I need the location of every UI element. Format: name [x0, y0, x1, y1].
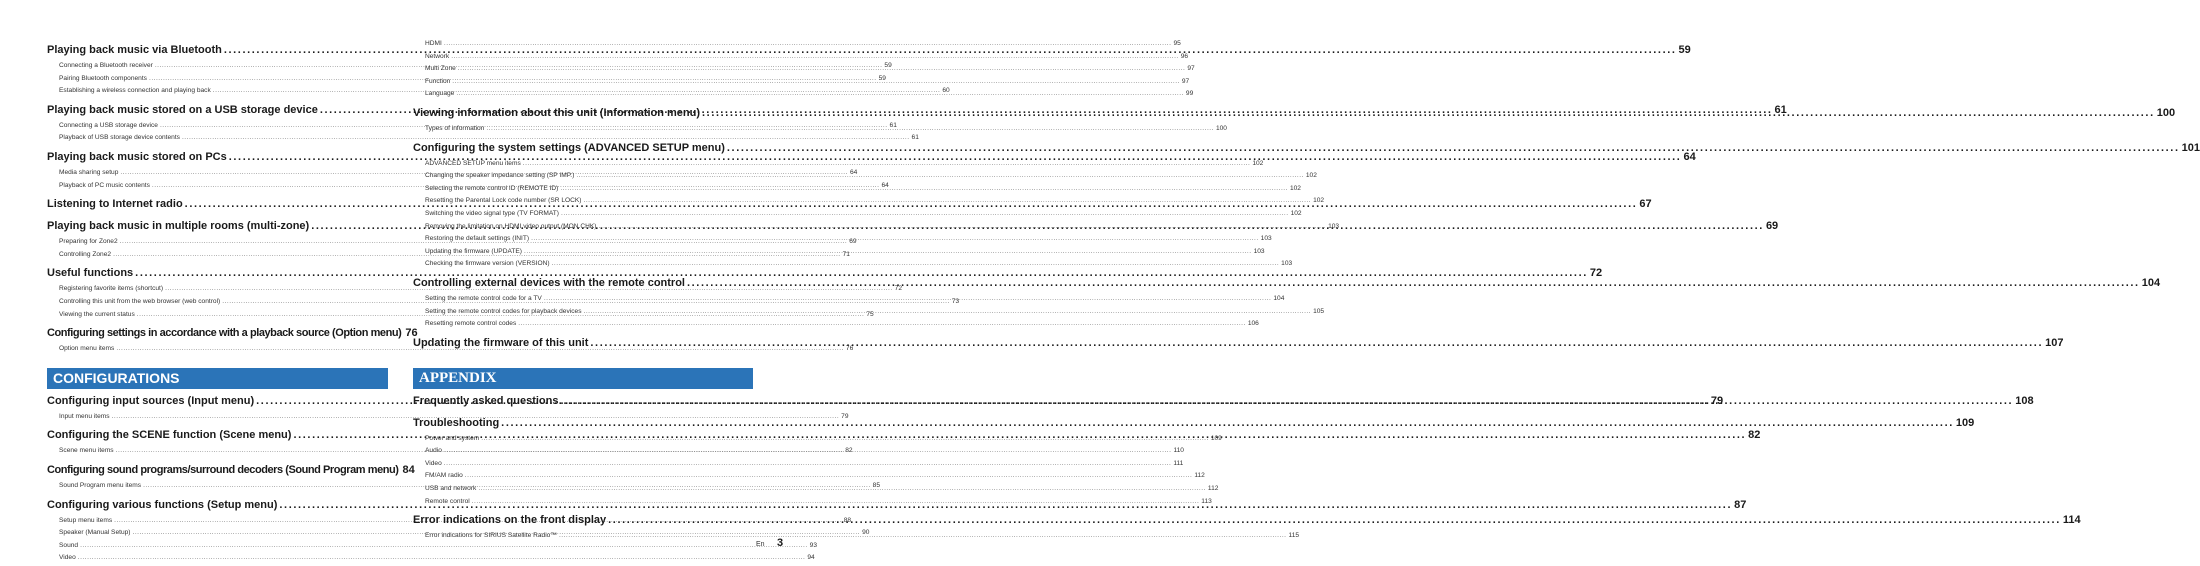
- toc-entry-title: Setup menu items: [59, 516, 113, 524]
- toc-page-number: 73: [951, 297, 960, 305]
- toc-sub-entry[interactable]: [413, 38, 1181, 51]
- toc-entry-title: Playback of PC music contents: [59, 181, 150, 189]
- toc-page-number: 110: [1173, 447, 1184, 455]
- dot-leader: [524, 246, 1252, 259]
- toc-entry-title: Connecting a Bluetooth receiver: [59, 62, 153, 69]
- toc-sub-entry[interactable]: [413, 195, 1325, 208]
- page-number: 3: [777, 537, 784, 549]
- toc-heading-entry[interactable]: [47, 461, 415, 480]
- dot-leader: [702, 104, 2155, 123]
- dot-leader: [559, 530, 1287, 543]
- toc-page-number: 103: [1328, 222, 1340, 230]
- dot-leader: [590, 334, 2043, 353]
- toc-entry-title: Multi Zone: [425, 65, 456, 73]
- toc-page-number: 64: [881, 181, 889, 189]
- toc-entry-title: Scene menu items: [59, 447, 114, 455]
- toc-page-number: 72: [1589, 267, 1603, 280]
- toc-entry-title: Error indications on the front display: [413, 514, 607, 527]
- toc-entry-title: Configuring input sources (Input menu): [47, 394, 255, 407]
- toc-sub-entry[interactable]: [47, 283, 902, 296]
- toc-sub-entry[interactable]: [413, 221, 1340, 234]
- toc-entry-title: Video: [59, 554, 76, 562]
- toc-page-number: 102: [1313, 197, 1325, 205]
- toc-entry-title: Types of information: [425, 124, 485, 132]
- toc-page-number: 61: [1774, 103, 1787, 116]
- toc-page-number: 100: [2156, 106, 2176, 119]
- toc-page-number: 102: [1252, 159, 1264, 167]
- toc-page-number: 102: [1305, 172, 1317, 180]
- toc-page-number: 97: [1187, 65, 1195, 73]
- toc-heading-entry[interactable]: [47, 324, 418, 343]
- toc-page-number: 88: [843, 516, 852, 524]
- toc-entry-title: USB and network: [425, 485, 477, 493]
- toc-entry-title: FM/AM radio: [425, 472, 463, 480]
- toc-page-number: 59: [878, 74, 886, 82]
- dot-leader: [518, 318, 1246, 331]
- toc-entry-title: Controlling Zone2: [59, 250, 112, 258]
- dot-leader: [531, 233, 1259, 246]
- toc-page-number: 79: [841, 412, 849, 420]
- toc-entry-title: Resetting the Parental Lock code number (SR LOCK): [425, 197, 582, 205]
- toc-entry-title: Audio: [425, 447, 442, 455]
- language-label: En: [756, 541, 765, 548]
- toc-page-number: 82: [845, 447, 853, 455]
- toc-entry-title: ADVANCED SETUP menu items: [425, 159, 521, 167]
- dot-leader: [452, 76, 1180, 89]
- toc-sub-entry[interactable]: [413, 470, 1205, 483]
- toc-entry-title: Playing back music stored on a USB storage device: [47, 103, 318, 116]
- toc-sub-entry[interactable]: [413, 496, 1212, 509]
- toc-entry-title: Switching the video signal type (TV FORMAT): [425, 209, 559, 217]
- toc-page-number: 71: [842, 250, 850, 258]
- dot-leader: [599, 221, 1327, 234]
- dot-leader: [727, 139, 2180, 158]
- toc-page-number: 103: [1281, 260, 1293, 268]
- toc-page-number: 59: [1678, 44, 1691, 56]
- dot-leader: [478, 483, 1206, 496]
- toc-entry-title: Changing the speaker impedance setting (SP IMP.): [425, 172, 575, 180]
- toc-page-number: 87: [1734, 498, 1747, 511]
- toc-page-number: 109: [1210, 434, 1222, 442]
- toc-entry-title: Troubleshooting: [413, 416, 500, 429]
- toc-entry-title: Configuring the SCENE function (Scene menu): [47, 429, 292, 442]
- toc-entry-title: Establishing a wireless connection and playing back: [59, 87, 211, 95]
- dot-leader: [544, 293, 1272, 306]
- toc-entry-title: Network: [425, 52, 450, 60]
- toc-page-number: 59: [884, 62, 892, 69]
- toc-entry-title: Playing back music via Bluetooth: [47, 44, 222, 56]
- dot-leader: [608, 511, 2061, 530]
- toc-page-number: 61: [889, 121, 897, 129]
- toc-entry-title: Error indications for SIRIUS Satellite Radio™: [425, 532, 557, 540]
- toc-entry-title: Power and system: [425, 434, 480, 442]
- toc-page-number: 72: [894, 285, 902, 293]
- dot-leader: [78, 552, 806, 565]
- toc-page-number: 106: [1247, 320, 1259, 328]
- toc-page-number: 90: [862, 529, 870, 537]
- dot-leader: [465, 470, 1193, 483]
- toc-entry-title: HDMI: [425, 40, 442, 47]
- toc-entry-title: Input menu items: [59, 412, 110, 420]
- toc-entry-title: Checking the firmware version (VERSION): [425, 260, 550, 268]
- toc-sub-entry[interactable]: [413, 258, 1293, 271]
- toc-page-number: 104: [2141, 276, 2161, 289]
- toc-page-number: 69: [849, 238, 857, 246]
- toc-entry-title: Setting the remote control code for a TV: [425, 294, 542, 302]
- toc-entry-title: Preparing for Zone2: [59, 238, 118, 246]
- dot-leader: [584, 306, 1312, 319]
- toc-entry-title: Removing the limitation on HDMI video output (MON.CHK): [425, 222, 597, 230]
- toc-page-number: 105: [1313, 307, 1325, 315]
- toc-page-number: 69: [1765, 220, 1779, 233]
- toc-sub-entry[interactable]: [47, 343, 854, 356]
- toc-entry-title: Updating the firmware (UPDATE): [425, 247, 522, 255]
- toc-page-number: 112: [1194, 472, 1205, 480]
- dot-leader: [523, 158, 1251, 171]
- toc-entry-title: Configuring various functions (Setup menu): [47, 498, 278, 511]
- dot-leader: [444, 38, 1172, 51]
- toc-entry-title: Video: [425, 459, 442, 467]
- dot-leader: [560, 183, 1288, 196]
- dot-leader: [552, 258, 1280, 271]
- dot-leader: [444, 458, 1172, 471]
- toc-sub-entry[interactable]: [413, 458, 1184, 471]
- toc-entry-title: Configuring sound programs/surround decoders (Sound Program menu): [47, 463, 399, 476]
- toc-page-number: 76: [845, 345, 854, 353]
- toc-page-number: 60: [942, 87, 950, 95]
- toc-entry-title: Playback of USB storage device contents: [59, 134, 180, 142]
- toc-entry-title: Media sharing setup: [59, 168, 119, 176]
- toc-entry-title: Playing back music in multiple rooms (multi-zone): [47, 220, 310, 233]
- toc-page-number: 64: [1683, 150, 1696, 163]
- toc-page-number: 97: [1181, 77, 1190, 85]
- toc-entry-title: Viewing information about this unit (Information menu): [413, 106, 701, 119]
- toc-sub-entry[interactable]: [413, 158, 1264, 171]
- toc-entry-title: Remote control: [425, 497, 470, 505]
- toc-page-number: 111: [1173, 459, 1184, 467]
- toc-sub-entry[interactable]: [47, 132, 919, 145]
- toc-entry-title: Configuring settings in accordance with a playback source (Option menu): [47, 327, 402, 340]
- toc-page-number: 96: [1180, 52, 1189, 60]
- dot-leader: [561, 208, 1289, 221]
- toc-page-number: 85: [872, 481, 881, 489]
- dot-leader: [472, 496, 1200, 509]
- toc-page-number: 112: [1207, 485, 1219, 493]
- toc-page-number: 102: [1289, 184, 1301, 192]
- toc-entry-title: Restoring the default settings (INIT): [425, 235, 530, 243]
- toc-entry-title: Resetting remote control codes: [425, 320, 517, 328]
- toc-page-number: 114: [2062, 514, 2081, 527]
- toc-page-number: 75: [866, 310, 874, 318]
- toc-page-number: 99: [1185, 90, 1194, 98]
- toc-entry-title: Useful functions: [47, 267, 134, 280]
- toc-sub-entry[interactable]: [413, 433, 1222, 446]
- toc-page-number: 113: [1201, 497, 1212, 505]
- toc-entry-title: Sound: [59, 541, 79, 549]
- toc-entry-title: Pairing Bluetooth components: [59, 74, 147, 82]
- section-banner: APPENDIX: [413, 368, 753, 389]
- toc-page-number: 84: [402, 463, 415, 476]
- toc-entry-title: Controlling external devices with the remote control: [413, 276, 685, 289]
- toc-entry-title: Frequently asked questions: [413, 394, 559, 407]
- toc-entry-title: Connecting a USB storage device: [59, 121, 158, 129]
- toc-page-number: 61: [911, 134, 919, 142]
- dot-leader: [458, 63, 1186, 76]
- toc-page-number: 76: [405, 327, 418, 340]
- toc-page-number: 115: [1288, 532, 1300, 540]
- toc-page-number: 104: [1273, 294, 1285, 302]
- toc-entry-title: Function: [425, 77, 451, 85]
- toc-sub-entry[interactable]: [413, 51, 1189, 64]
- toc-page-number: 64: [849, 168, 858, 176]
- toc-page-number: 100: [1215, 124, 1227, 132]
- toc-entry-title: Controlling this unit from the web browser (web control): [59, 297, 221, 305]
- toc-page-number: 107: [2045, 336, 2064, 349]
- toc-page-number: 103: [1253, 247, 1265, 255]
- toc-entry-title: Viewing the current status: [59, 310, 135, 318]
- dot-leader: [456, 88, 1184, 101]
- dot-leader: [687, 274, 2140, 293]
- dot-leader: [481, 433, 1209, 446]
- toc-entry-title: Sound Program menu items: [59, 481, 142, 489]
- toc-sub-entry[interactable]: [413, 318, 1259, 331]
- dot-leader: [560, 392, 2013, 411]
- toc-entry-title: Updating the firmware of this unit: [413, 336, 589, 349]
- toc-page-number: 82: [1748, 429, 1761, 442]
- dot-leader: [576, 170, 1304, 183]
- toc-page-number: 108: [2015, 394, 2034, 407]
- dot-leader: [451, 51, 1179, 64]
- toc-entry-title: Playing back music stored on PCs: [47, 150, 227, 163]
- toc-entry-title: Selecting the remote control ID (REMOTE ID): [425, 184, 559, 192]
- dot-leader: [501, 414, 1954, 433]
- toc-entry-title: Registering favorite items (shortcut): [59, 285, 164, 293]
- toc-entry-title: Listening to Internet radio: [47, 198, 183, 211]
- toc-page-number: 101: [2181, 141, 2200, 154]
- toc-entry-title: Option menu items: [59, 345, 115, 353]
- toc-entry-title: Configuring the system settings (ADVANCED SETUP menu): [413, 141, 725, 154]
- toc-entry-title: Setting the remote control codes for playback devices: [425, 307, 582, 315]
- dot-leader: [584, 195, 1312, 208]
- toc-entry-title: Language: [425, 90, 455, 98]
- toc-page-number: 93: [809, 541, 817, 549]
- toc-sub-entry[interactable]: [47, 552, 815, 565]
- toc-page-number: 103: [1260, 235, 1272, 243]
- toc-sub-entry[interactable]: [413, 208, 1302, 221]
- toc-page-number: 67: [1639, 198, 1652, 211]
- toc-page-number: 102: [1290, 209, 1302, 217]
- toc-page-number: 94: [807, 554, 815, 562]
- dot-leader: [486, 123, 1214, 136]
- dot-leader: [444, 445, 1172, 458]
- toc-page-number: 95: [1173, 40, 1181, 47]
- section-banner: CONFIGURATIONS: [47, 368, 388, 389]
- toc-page-number: 109: [1955, 416, 1975, 429]
- toc-page-number: 79: [1710, 394, 1724, 407]
- toc-entry-title: Speaker (Manual Setup): [59, 529, 131, 537]
